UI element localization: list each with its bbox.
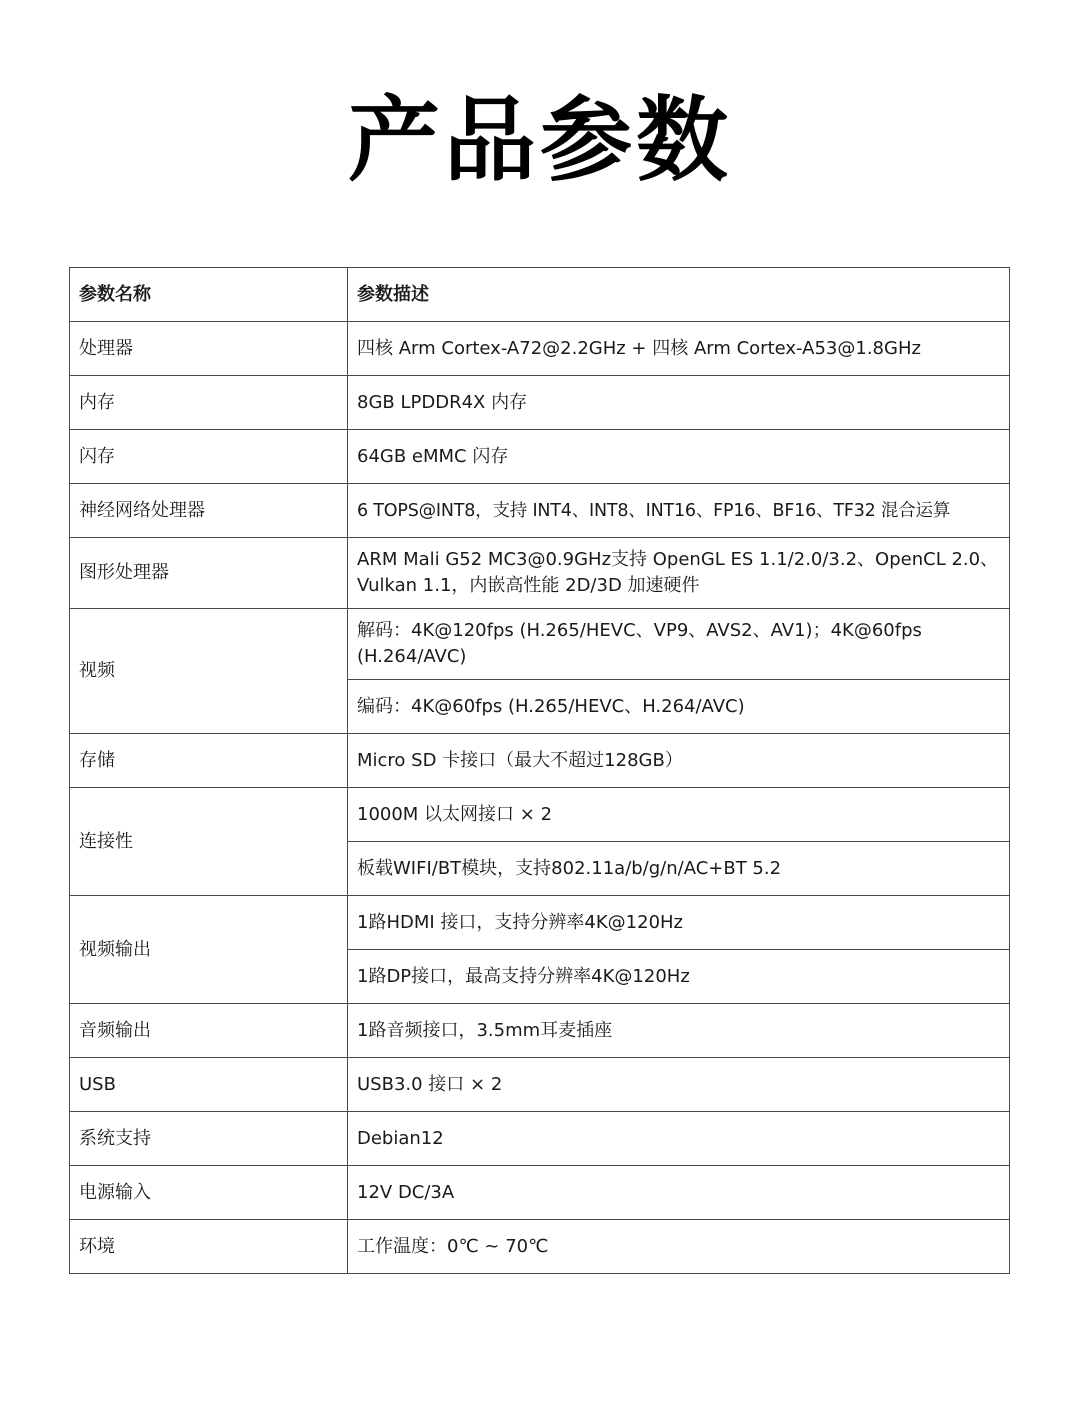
row-value-storage: Micro SD 卡接口（最大不超过128GB） bbox=[348, 734, 1010, 788]
row-label-usb: USB bbox=[70, 1058, 348, 1112]
row-value-npu: 6 TOPS@INT8，支持 INT4、INT8、INT16、FP16、BF16、TF32 混合运算 bbox=[348, 484, 1010, 538]
row-label-env: 环境 bbox=[70, 1220, 348, 1274]
table-row bbox=[70, 484, 1010, 538]
row-label-flash: 闪存 bbox=[70, 430, 348, 484]
header-param-desc: 参数描述 bbox=[348, 268, 1010, 322]
table-row bbox=[70, 788, 1010, 842]
table-row bbox=[70, 1166, 1010, 1220]
row-label-power: 电源输入 bbox=[70, 1166, 348, 1220]
table-row bbox=[70, 376, 1010, 430]
row-label-connectivity: 连接性 bbox=[70, 788, 348, 896]
row-value-flash: 64GB eMMC 闪存 bbox=[348, 430, 1010, 484]
row-label-cpu: 处理器 bbox=[70, 322, 348, 376]
header-param-name: 参数名称 bbox=[70, 268, 348, 322]
row-value-video-encode: 编码：4K@60fps (H.265/HEVC、H.264/AVC) bbox=[348, 680, 1010, 734]
spec-table bbox=[69, 267, 1010, 1274]
row-value-env: 工作温度：0℃ ~ 70℃ bbox=[348, 1220, 1010, 1274]
row-label-memory: 内存 bbox=[70, 376, 348, 430]
row-value-usb: USB3.0 接口 × 2 bbox=[348, 1058, 1010, 1112]
table-row bbox=[70, 430, 1010, 484]
table-header-row bbox=[70, 268, 1010, 322]
row-label-video-out: 视频输出 bbox=[70, 896, 348, 1004]
table-row bbox=[70, 538, 1010, 609]
table-row bbox=[70, 1058, 1010, 1112]
row-value-gpu: ARM Mali G52 MC3@0.9GHz支持 OpenGL ES 1.1/2.0/3.2、OpenCL 2.0、Vulkan 1.1，内嵌高性能 2D/3D 加速硬件 bbox=[348, 538, 1010, 609]
row-value-cpu: 四核 Arm Cortex-A72@2.2GHz + 四核 Arm Cortex-A53@1.8GHz bbox=[348, 322, 1010, 376]
table-row bbox=[70, 1112, 1010, 1166]
row-label-npu: 神经网络处理器 bbox=[70, 484, 348, 538]
row-value-wireless: 板载WIFI/BT模块，支持802.11a/b/g/n/AC+BT 5.2 bbox=[348, 842, 1010, 896]
row-label-storage: 存储 bbox=[70, 734, 348, 788]
row-label-audio-out: 音频输出 bbox=[70, 1004, 348, 1058]
table-row bbox=[70, 896, 1010, 950]
table-row bbox=[70, 734, 1010, 788]
row-value-power: 12V DC/3A bbox=[348, 1166, 1010, 1220]
table-row bbox=[70, 322, 1010, 376]
row-value-memory: 8GB LPDDR4X 内存 bbox=[348, 376, 1010, 430]
row-value-dp: 1路DP接口，最高支持分辨率4K@120Hz bbox=[348, 950, 1010, 1004]
row-label-video: 视频 bbox=[70, 609, 348, 734]
row-label-gpu: 图形处理器 bbox=[70, 538, 348, 609]
row-value-audio-out: 1路音频接口，3.5mm耳麦插座 bbox=[348, 1004, 1010, 1058]
row-label-os: 系统支持 bbox=[70, 1112, 348, 1166]
page-title: 产品参数 bbox=[347, 87, 732, 194]
row-value-ethernet: 1000M 以太网接口 × 2 bbox=[348, 788, 1010, 842]
row-value-os: Debian12 bbox=[348, 1112, 1010, 1166]
row-value-hdmi: 1路HDMI 接口，支持分辨率4K@120Hz bbox=[348, 896, 1010, 950]
table-row bbox=[70, 609, 1010, 680]
row-value-video-decode: 解码：4K@120fps (H.265/HEVC、VP9、AVS2、AV1)；4K@60fps (H.264/AVC) bbox=[348, 609, 1010, 680]
table-row bbox=[70, 1220, 1010, 1274]
table-row bbox=[70, 1004, 1010, 1058]
